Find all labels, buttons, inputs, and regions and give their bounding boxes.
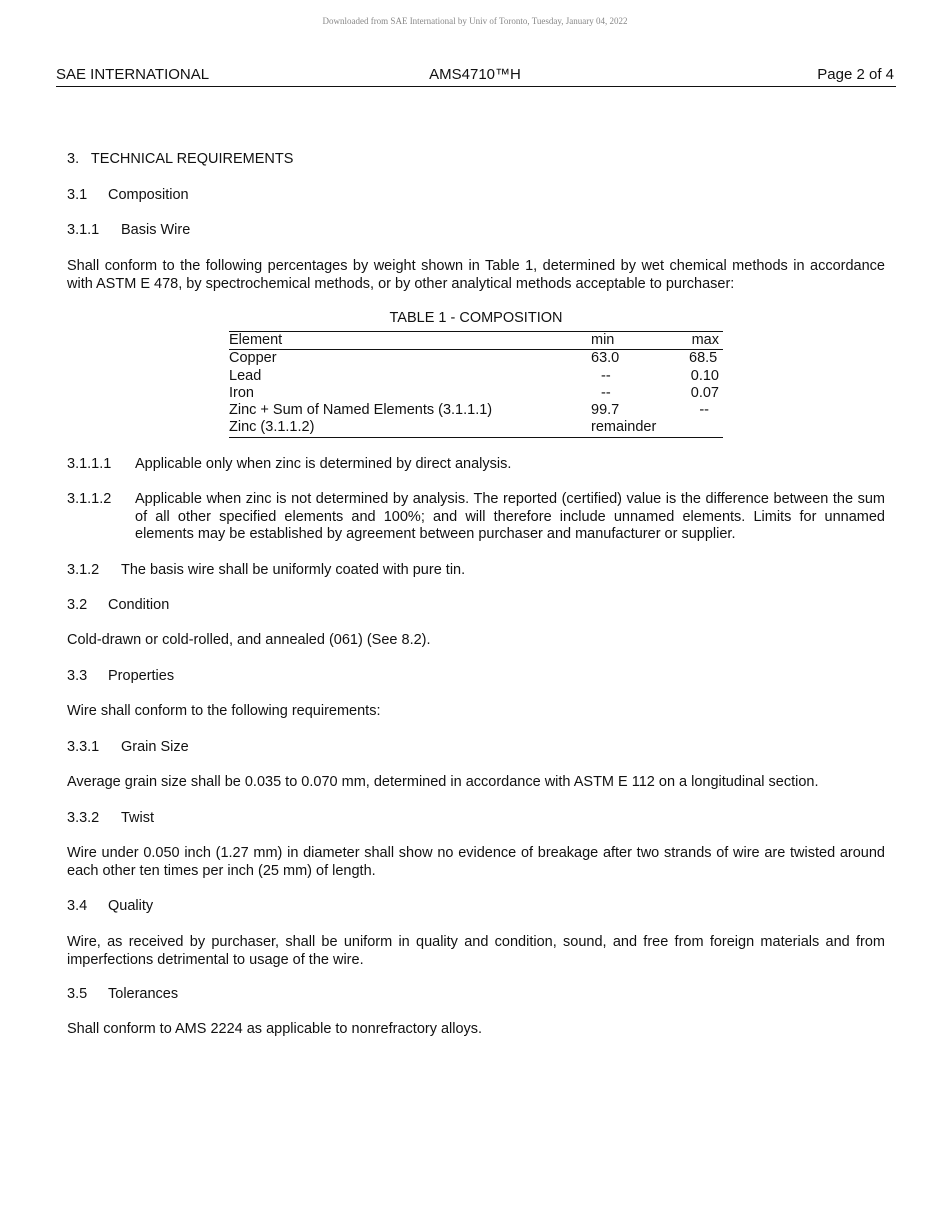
section-3-1-heading [67, 187, 885, 205]
section-title: Grain Size [121, 739, 189, 755]
section-text: Applicable only when zinc is determined by direct analysis. [135, 456, 512, 472]
section-3-1-1-heading [67, 222, 885, 240]
cell-max: 0.07 [690, 384, 719, 401]
cell-element: Iron [229, 384, 254, 401]
table-row [229, 368, 723, 385]
section-title: Composition [108, 187, 189, 203]
header-page-number: Page 2 of 4 [817, 66, 894, 83]
table-header-row [229, 332, 723, 350]
cell-min: -- [601, 384, 611, 401]
grain-size-paragraph: Average grain size shall be 0.035 to 0.070 mm, determined in accordance with ASTM E 112 on a longitudinal section. [67, 774, 819, 790]
section-number: 3.1 [67, 187, 88, 203]
condition-paragraph: Cold-drawn or cold-rolled, and annealed (061) (See 8.2). [67, 632, 431, 648]
section-number: 3.1.1 [67, 222, 100, 238]
section-title: Properties [108, 668, 175, 684]
header-document-id: AMS4710™H [429, 66, 521, 83]
cell-min: -- [601, 367, 611, 384]
section-number: 3.5 [67, 986, 88, 1002]
header-max: max [691, 332, 719, 348]
table-1-title: TABLE 1 - COMPOSITION [389, 310, 563, 326]
table-row [229, 402, 723, 419]
cell-element: Lead [229, 367, 262, 384]
table-row [229, 419, 723, 437]
cell-max [687, 419, 723, 437]
cell-max: -- [699, 402, 709, 419]
section-number: 3.3.2 [67, 810, 100, 826]
section-3-3-heading [67, 668, 885, 686]
section-number: 3.1.2 [67, 562, 100, 578]
section-title: Tolerances [108, 986, 179, 1002]
cell-element: Zinc (3.1.1.2) [229, 419, 315, 436]
section-text: The basis wire shall be uniformly coated with pure tin. [121, 562, 466, 578]
section-text: Applicable when zinc is not determined by analysis. The reported (certified) value is the difference between the sum of all other specified elements and 100%; and will therefore include unnamed elements. Limits for unnamed elements may be established by agreement between purchaser and manufacturer or supplier. [135, 491, 885, 542]
section-3-1-2 [67, 562, 885, 580]
quality-paragraph: Wire, as received by purchaser, shall be uniform in quality and condition, sound, and free from foreign materials and from imperfections detrimental to usage of the wire. [67, 934, 885, 968]
cell-min: remainder [591, 419, 657, 436]
section-number: 3.1.1.2 [67, 491, 112, 507]
section-3-1-1-2 [67, 491, 885, 544]
section-3-4-heading [67, 898, 885, 916]
table-row [229, 385, 723, 402]
twist-paragraph: Wire under 0.050 inch (1.27 mm) in diameter shall show no evidence of breakage after two strands of wire are twisted around each other ten times per inch (25 mm) of length. [67, 845, 885, 879]
basis-wire-paragraph: Shall conform to the following percentages by weight shown in Table 1, determined by wet chemical methods in accordance with ASTM E 478, by spectrochemical methods, or by other analytical methods acceptable to purchaser: [67, 258, 885, 292]
section-title: Twist [121, 810, 155, 826]
table-row [229, 350, 723, 368]
download-watermark: Downloaded from SAE International by Univ of Toronto, Tuesday, January 04, 2022 [322, 16, 628, 26]
section-3-2-heading [67, 597, 885, 615]
cell-max: 68.5 [689, 350, 718, 367]
cell-min: 99.7 [591, 402, 620, 419]
section-3-1-1-1 [67, 456, 885, 474]
header-min: min [591, 332, 615, 348]
section-number: 3.4 [67, 898, 88, 914]
section-title: Basis Wire [121, 222, 191, 238]
section-title: Quality [108, 898, 154, 914]
header-element: Element [229, 332, 283, 348]
cell-element: Zinc + Sum of Named Elements (3.1.1.1) [229, 402, 493, 419]
cell-element: Copper [229, 350, 277, 367]
header-organization: SAE INTERNATIONAL [56, 66, 210, 83]
section-number: 3.3.1 [67, 739, 100, 755]
section-3-3-1-heading [67, 739, 885, 757]
tolerances-paragraph: Shall conform to AMS 2224 as applicable to nonrefractory alloys. [67, 1021, 483, 1037]
section-number: 3.1.1.1 [67, 456, 112, 472]
section-3-5-heading [67, 986, 885, 1004]
cell-max: 0.10 [690, 367, 719, 384]
cell-min: 63.0 [591, 350, 620, 367]
page-header [56, 66, 896, 87]
section-3-heading: 3. TECHNICAL REQUIREMENTS [67, 151, 294, 167]
section-number: 3.3 [67, 668, 88, 684]
section-title: Condition [108, 597, 170, 613]
properties-paragraph: Wire shall conform to the following requirements: [67, 703, 381, 719]
section-3-3-2-heading [67, 810, 885, 828]
composition-table [229, 331, 723, 438]
section-number: 3.2 [67, 597, 88, 613]
